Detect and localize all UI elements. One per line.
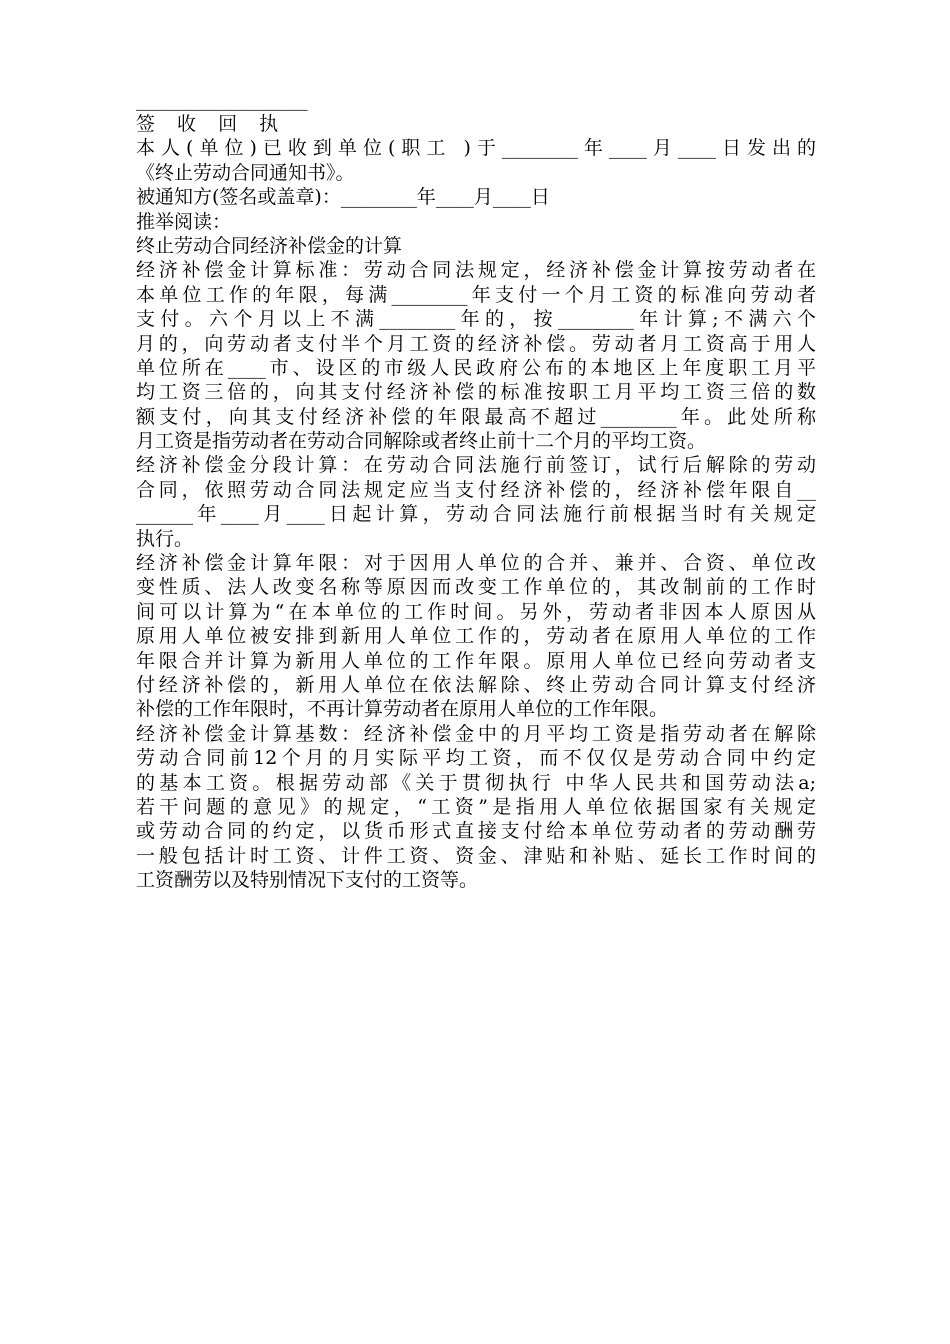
text-line: 劳动合同前12个月的月实际平均工资，而不仅仅是劳动合同中约定 (136, 747, 816, 770)
text-line: 经济补偿金分段计算：在劳动合同法施行前签订，试行后解除的劳动 (136, 454, 816, 477)
text-line: 被通知方(签名或盖章)：________年____月____日 (136, 186, 550, 209)
text-line: 均工资三倍的，向其支付经济补偿的标准按职工月平均工资三倍的数 (136, 381, 816, 404)
text-line: 单位所在____市、设区的市级人民政府公布的本地区上年度职工月平 (136, 356, 816, 379)
text-line: 经济补偿金计算年限：对于因用人单位的合并、兼并、合资、单位改 (136, 552, 816, 575)
text-line: 的基本工资。根据劳动部《关于贯彻执行 中华人民共和国劳动法a; (136, 771, 816, 794)
text-line: 支付。六个月以上不满________年的，按________年计算;不满六个 (136, 308, 816, 331)
text-line: 间可以计算为“在本单位的工作时间。另外，劳动者非因本人原因从 (136, 600, 816, 623)
text-line: 本单位工作的年限，每满________年支付一个月工资的标准向劳动者 (136, 283, 816, 306)
text-line: 工资酬劳以及特别情况下支付的工资等。 (136, 869, 479, 892)
text-line: 《终止劳动合同通知书》。 (136, 161, 355, 184)
text-line: 经济补偿金计算标准：劳动合同法规定，经济补偿金计算按劳动者在 (136, 259, 816, 282)
text-line: 额支付，向其支付经济补偿的年限最高不超过________年。此处所称 (136, 405, 816, 428)
text-line: 年限合并计算为新用人单位的工作年限。原用人单位已经向劳动者支 (136, 649, 816, 672)
text-line: 合同，依照劳动合同法规定应当支付经济补偿的，经济补偿年限自__ (136, 478, 816, 501)
text-line: 或劳动合同的约定，以货币形式直接支付给本单位劳动者的劳动酬劳 (136, 820, 816, 843)
document-page (136, 88, 816, 893)
text-line: 本人(单位)已收到单位(职工 )于________年____月____日发出的 (136, 137, 816, 160)
text-line: 付经济补偿的，新用人单位在依法解除、终止劳动合同计算支付经济 (136, 673, 816, 696)
text-line: 经济补偿金计算基数：经济补偿金中的月平均工资是指劳动者在解除 (136, 722, 816, 745)
text-line: 执行。 (136, 527, 194, 550)
text-line: 原用人单位被安排到新用人单位工作的，劳动者在原用人单位的工作 (136, 625, 816, 648)
receipt-title: 签 收 回 执 (136, 113, 287, 135)
text-line: 一般包括计时工资、计件工资、资金、津贴和补贴、延长工作时间的 (136, 844, 816, 867)
text-line: 月工资是指劳动者在劳动合同解除或者终止前十二个月的平均工资。 (136, 430, 707, 453)
top-rule: _______________ (136, 89, 308, 111)
text-line: 若干问题的意见》的规定，“工资”是指用人单位依据国家有关规定 (136, 795, 816, 818)
section-heading: 终止劳动合同经济补偿金的计算 (136, 234, 403, 257)
text-line: 补偿的工作年限时，不再计算劳动者在原用人单位的工作年限。 (136, 698, 669, 721)
text-line: ______年____月____日起计算，劳动合同法施行前根据当时有关规定 (136, 503, 816, 526)
text-line: 推举阅读： (136, 210, 232, 233)
text-line: 月的，向劳动者支付半个月工资的经济补偿。劳动者月工资高于用人 (136, 332, 816, 355)
text-line: 变性质、法人改变名称等原因而改变工作单位的，其改制前的工作时 (136, 576, 816, 599)
